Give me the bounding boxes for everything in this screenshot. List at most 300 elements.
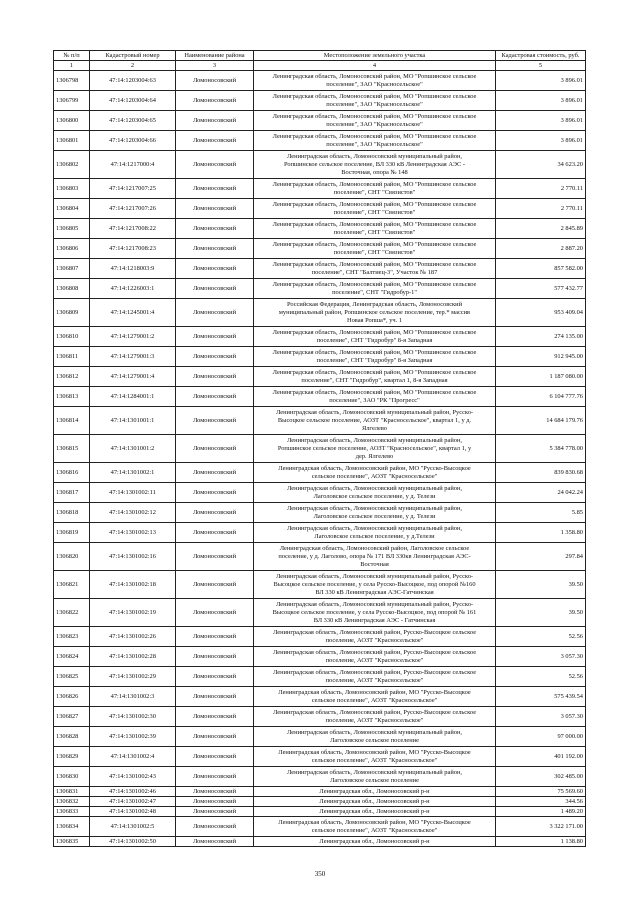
header-location: Местоположение земельного участка [254,51,496,61]
address-line: Лаголовское сельское поселение, у д.Телези [314,532,435,540]
table-row [54,111,586,131]
address-line: поселение, АОЗТ "Красносельское" [325,656,424,664]
address-line: Новая Ропша*, уч. 1 [346,316,403,324]
address-line: Ленинградская область, Ломоносовский муниципальный район, Русско- [275,572,474,580]
cadastral-number: 47:14:1301002:47 [90,797,176,807]
table-row [54,463,586,483]
cadastral-value: 75 569.60 [496,787,586,797]
table-row [54,837,586,847]
table-row [54,483,586,503]
location-address [254,151,496,179]
address-line: поселение", СНТ "Гидробур" 8-я Западная [316,336,433,344]
address-line: Ленинградская область, Ломоносовский район, Русско-Высоцкое сельское [272,628,477,636]
cadastral-value: 3 896.01 [496,111,586,131]
address-line: поселение", ЗАО "Красносельское" [326,120,423,128]
cadastral-value: 34 623.20 [496,151,586,179]
location-address [254,523,496,543]
cadastral-value: 274 135.00 [496,327,586,347]
cadastral-number: 47:14:1301002:48 [90,807,176,817]
address-line: Ялгелево [361,424,388,432]
table-row [54,523,586,543]
district-name: Ломоносовский [176,71,254,91]
district-name: Ломоносовский [176,299,254,327]
address-line: поселение", СНТ "Связистов" [333,228,416,236]
table-row [54,797,586,807]
location-address [254,571,496,599]
district-name: Ломоносовский [176,599,254,627]
district-name: Ломоносовский [176,707,254,727]
table-row [54,327,586,347]
cadastral-number: 47:14:1218003:9 [90,259,176,279]
address-line: Ленинградская область, Ломоносовский район, МО "Ропшинское сельское [272,240,477,248]
address-line: Ленинградская область, Ломоносовский муниципальный район, [287,524,462,532]
row-index: 1306813 [54,387,90,407]
address-line: Восточная [360,560,389,568]
location-address [254,131,496,151]
location-address [254,767,496,787]
district-name: Ломоносовский [176,239,254,259]
table-row [54,571,586,599]
cadastral-number: 47:14:1203004:65 [90,111,176,131]
district-name: Ломоносовский [176,797,254,807]
table-row [54,599,586,627]
district-name: Ломоносовский [176,747,254,767]
address-line: поселение", ЗАО "РК "Прогресс" [329,396,420,404]
cadastral-value: 302 485.00 [496,767,586,787]
row-index: 1306815 [54,435,90,463]
cadastral-value: 2 770.11 [496,199,586,219]
location-address [254,91,496,111]
address-line: Ропшинское сельское поселение, ВЛ 330 кВ Ленинградская АЭС - [284,160,465,168]
cadastral-number: 47:14:1301002:18 [90,571,176,599]
cadastral-number: 47:14:1279001:4 [90,367,176,387]
table-row [54,299,586,327]
address-line: муниципальный район, Ропшинское сельское поселение, тер.* массив [278,308,471,316]
location-address [254,367,496,387]
cadastral-number: 47:14:1203004:63 [90,71,176,91]
address-line: поселение", СНТ "Гидробур-1" [332,288,417,296]
address-line: Ленинградская обл., Ломоносовский р-н [319,807,430,815]
location-address [254,837,496,847]
district-name: Ломоносовский [176,647,254,667]
cadastral-number: 47:14:1301002:3 [90,687,176,707]
location-address [254,259,496,279]
row-index: 1306805 [54,219,90,239]
table-row [54,91,586,111]
district-name: Ломоносовский [176,179,254,199]
cadastral-number: 47:14:1245001:4 [90,299,176,327]
cadastral-value: 3 322 171.00 [496,817,586,837]
cadastral-value: 1 358.80 [496,523,586,543]
table-row [54,199,586,219]
location-address [254,817,496,837]
row-index: 1306823 [54,627,90,647]
district-name: Ломоносовский [176,627,254,647]
row-index: 1306834 [54,817,90,837]
location-address [254,407,496,435]
address-line: Ленинградская область, Ломоносовский муниципальный район, [287,436,462,444]
cadastral-number: 47:14:1301002:12 [90,503,176,523]
cadastral-value: 2 770.11 [496,179,586,199]
address-line: Ленинградская область, Ломоносовский муниципальный район, Русско- [275,600,474,608]
address-line: Ленинградская обл., Ломоносовский р-н [319,787,430,795]
address-line: ВЛ 330 кВ Ленинградская АЭС - Гатчинская [313,616,436,624]
cadastral-value: 839 830.68 [496,463,586,483]
cadastral-value: 14 684 179.76 [496,407,586,435]
row-index: 1306810 [54,327,90,347]
cadastral-value: 1 138.80 [496,837,586,847]
cadastral-value: 3 896.01 [496,91,586,111]
row-index: 1306807 [54,259,90,279]
cadastral-value: 3 057.30 [496,647,586,667]
cadastral-number: 47:14:1301001:2 [90,435,176,463]
cadastral-number: 47:14:1279001:3 [90,347,176,367]
row-index: 1306814 [54,407,90,435]
cadastral-value: 97 000.00 [496,727,586,747]
header-number: 4 [254,61,496,71]
row-index: 1306829 [54,747,90,767]
row-index: 1306819 [54,523,90,543]
row-index: 1306827 [54,707,90,727]
district-name: Ломоносовский [176,111,254,131]
location-address [254,219,496,239]
address-line: сельское поселение", АОЗТ "Красносельское" [311,696,438,704]
location-address [254,199,496,219]
row-index: 1306802 [54,151,90,179]
cadastral-value: 3 896.01 [496,71,586,91]
cadastral-value: 401 192.00 [496,747,586,767]
address-line: поселение, АОЗТ "Красносельское" [325,676,424,684]
address-line: поселение, у д. Лаголово, опора № 171 ВЛ 330кв Ленинградская АЭС- [278,552,471,560]
district-name: Ломоносовский [176,347,254,367]
row-index: 1306833 [54,807,90,817]
table-row [54,151,586,179]
cadastral-number: 47:14:1217008:23 [90,239,176,259]
row-index: 1306825 [54,667,90,687]
address-line: Ленинградская область, Ломоносовский район, МО "Ропшинское сельское [272,328,477,336]
row-index: 1306798 [54,71,90,91]
cadastral-value: 344.56 [496,797,586,807]
row-index: 1306817 [54,483,90,503]
address-line: поселение, АОЗТ "Красносельское" [325,636,424,644]
cadastral-value: 2 845.89 [496,219,586,239]
address-line: Ленинградская область, Ломоносовский район, Русско-Высоцкое сельское [272,648,477,656]
row-index: 1306830 [54,767,90,787]
cadastral-number: 47:14:1301002:43 [90,767,176,787]
address-line: Ропшинское сельское поселение, АОЗТ "Красносельское", квартал 1, у [277,444,472,452]
cadastral-number: 47:14:1217008:22 [90,219,176,239]
cadastral-number: 47:14:1301002:19 [90,599,176,627]
address-line: Ленинградская область, Ломоносовский муниципальный район, Русско- [275,408,474,416]
district-name: Ломоносовский [176,767,254,787]
table-row [54,259,586,279]
row-index: 1306808 [54,279,90,299]
row-index: 1306818 [54,503,90,523]
location-address [254,483,496,503]
district-name: Ломоносовский [176,503,254,523]
table-row [54,767,586,787]
table-row [54,647,586,667]
address-line: Ленинградская область, Ломоносовский муниципальный район, [287,484,462,492]
table-row [54,543,586,571]
address-line: Ленинградская область, Ломоносовский муниципальный район, [287,152,462,160]
address-line: Ленинградская область, Ломоносовский район, МО "Ропшинское сельское [272,348,477,356]
address-line: Высоцкое сельское поселение, АОЗТ "Красносельское", квартал 1, у д. [277,416,472,424]
address-line: Ленинградская область, Ломоносовский район, Лаголовское сельское [279,544,470,552]
location-address [254,667,496,687]
address-line: Ленинградская область, Ломоносовский район, МО "Ропшинское сельское [272,388,477,396]
address-line: Ленинградская область, Ломоносовский район, Русско-Высоцкое сельское [272,708,477,716]
cadastral-value: 575 439.54 [496,687,586,707]
row-index: 1306800 [54,111,90,131]
table-row [54,727,586,747]
address-line: Ленинградская область, Ломоносовский район, МО "Русско-Высоцкое [278,688,471,696]
location-address [254,687,496,707]
district-name: Ломоносовский [176,199,254,219]
cadastral-number: 47:14:1217000:4 [90,151,176,179]
cadastral-number: 47:14:1301002:50 [90,837,176,847]
location-address [254,787,496,797]
row-index: 1306820 [54,543,90,571]
address-line: Ленинградская область, Ломоносовский район, МО "Ропшинское сельское [272,260,477,268]
address-line: сельское поселение", АОЗТ "Красносельское" [311,472,438,480]
cadastral-value: 52.56 [496,627,586,647]
header-number: 2 [90,61,176,71]
location-address [254,647,496,667]
cadastral-number: 47:14:1217007:26 [90,199,176,219]
cadastral-value: 24 042.24 [496,483,586,503]
location-address [254,327,496,347]
address-line: поселение", ЗАО "Красносельское" [326,100,423,108]
table-row [54,687,586,707]
address-line: Восточная, опора № 148 [341,168,408,176]
cadastral-number: 47:14:1301002:11 [90,483,176,503]
table-header [54,51,586,71]
address-line: ВЛ 330 кВ Ленинградская АЭС-Гатчинская [315,588,434,596]
address-line: Ленинградская область, Ломоносовский муниципальный район, [287,504,462,512]
address-line: Ленинградская область, Ломоносовский район, МО "Ропшинское сельское [272,200,477,208]
location-address [254,71,496,91]
row-index: 1306828 [54,727,90,747]
row-index: 1306826 [54,687,90,707]
table-row [54,435,586,463]
row-index: 1306809 [54,299,90,327]
table-row [54,817,586,837]
header-cadastral-value: Кадастровая стоимость, руб. [496,51,586,61]
document-page [53,50,585,847]
table-body [54,71,586,847]
district-name: Ломоносовский [176,687,254,707]
cadastral-value: 857 582.00 [496,259,586,279]
location-address [254,279,496,299]
location-address [254,111,496,131]
district-name: Ломоносовский [176,151,254,179]
cadastral-number: 47:14:1301002:46 [90,787,176,797]
district-name: Ломоносовский [176,259,254,279]
header-index: № п/п [54,51,90,61]
address-line: Ленинградская область, Ломоносовский район, МО "Ропшинское сельское [272,132,477,140]
location-address [254,239,496,259]
location-address [254,747,496,767]
address-line: поселение", СНТ "Связистов" [333,248,416,256]
table-row [54,279,586,299]
address-line: поселение", СНТ "Балтиец-3", Участок № 187 [311,268,438,276]
table-row [54,807,586,817]
cadastral-number: 47:14:1301002:5 [90,817,176,837]
cadastral-value: 2 887.20 [496,239,586,259]
district-name: Ломоносовский [176,91,254,111]
address-line: Ленинградская область, Ломоносовский район, МО "Ропшинское сельское [272,72,477,80]
cadastral-number: 47:14:1203004:66 [90,131,176,151]
row-index: 1306804 [54,199,90,219]
row-index: 1306832 [54,797,90,807]
address-line: Ленинградская область, Ломоносовский район, МО "Ропшинское сельское [272,220,477,228]
row-index: 1306811 [54,347,90,367]
district-name: Ломоносовский [176,219,254,239]
cadastral-number: 47:14:1301002:1 [90,463,176,483]
row-index: 1306806 [54,239,90,259]
district-name: Ломоносовский [176,807,254,817]
address-line: Ленинградская область, Ломоносовский район, МО "Ропшинское сельское [272,92,477,100]
row-index: 1306803 [54,179,90,199]
table-row [54,407,586,435]
address-line: Ленинградская область, Ломоносовский муниципальный район, [287,768,462,776]
row-index: 1306835 [54,837,90,847]
district-name: Ломоносовский [176,131,254,151]
address-line: сельское поселение", АОЗТ "Красносельское" [311,756,438,764]
address-line: Ленинградская обл., Ломоносовский р-н [319,797,430,805]
district-name: Ломоносовский [176,523,254,543]
cadastral-number: 47:14:1301002:26 [90,627,176,647]
address-line: Ленинградская обл., Ломоносовский р-н [319,837,430,845]
table-row [54,747,586,767]
address-line: Высоцкое сельское поселение, у села Русско-Высоцкое, под опорой №160 [273,580,476,588]
cadastral-value: 39.50 [496,599,586,627]
address-line: Ленинградская область, Ломоносовский муниципальный район, [287,728,462,736]
cadastral-value: 52.56 [496,667,586,687]
location-address [254,543,496,571]
cadastral-number: 47:14:1284001:1 [90,387,176,407]
cadastral-value: 5 384 778.00 [496,435,586,463]
location-address [254,807,496,817]
cadastral-value: 5.85 [496,503,586,523]
table-row [54,627,586,647]
district-name: Ломоносовский [176,727,254,747]
row-index: 1306822 [54,599,90,627]
address-line: Лаголовское сельское поселение, у д. Телези [313,492,436,500]
cadastral-number: 47:14:1301001:1 [90,407,176,435]
table-row [54,219,586,239]
row-index: 1306799 [54,91,90,111]
location-address [254,463,496,483]
cadastral-number: 47:14:1301002:28 [90,647,176,667]
address-line: Ленинградская область, Ломоносовский район, МО "Ропшинское сельское [272,180,477,188]
cadastral-number: 47:14:1226003:1 [90,279,176,299]
district-name: Ломоносовский [176,279,254,299]
cadastral-number: 47:14:1301002:39 [90,727,176,747]
cadastral-value: 3 896.01 [496,131,586,151]
cadastral-value: 297.84 [496,543,586,571]
address-line: Ленинградская область, Ломоносовский район, МО "Ропшинское сельское [272,280,477,288]
address-line: Лаголовское сельское поселение, у д. Телези [313,512,436,520]
address-line: дер. Ялгелево [355,452,394,460]
header-number-row [54,61,586,71]
table-row [54,239,586,259]
district-name: Ломоносовский [176,387,254,407]
cadastral-number: 47:14:1301002:30 [90,707,176,727]
cadastral-number: 47:14:1279001:2 [90,327,176,347]
header-cadastral-number: Кадастровый номер [90,51,176,61]
location-address [254,599,496,627]
address-line: поселение", ЗАО "Красносельское" [326,140,423,148]
address-line: Лаголовское сельское поселение [330,736,419,744]
location-address [254,435,496,463]
location-address [254,627,496,647]
cadastral-number: 47:14:1203004:64 [90,91,176,111]
cadastral-value: 6 104 777.76 [496,387,586,407]
cadastral-number: 47:14:1301002:4 [90,747,176,767]
cadastral-value: 1 489.20 [496,807,586,817]
district-name: Ломоносовский [176,367,254,387]
row-index: 1306801 [54,131,90,151]
location-address [254,797,496,807]
row-index: 1306824 [54,647,90,667]
address-line: сельское поселение", АОЗТ "Красносельское" [311,826,438,834]
cadastral-value: 1 187 080.00 [496,367,586,387]
table-row [54,131,586,151]
address-line: Ленинградская область, Ломоносовский район, МО "Ропшинское сельское [272,112,477,120]
cadastral-value: 577 432.77 [496,279,586,299]
district-name: Ломоносовский [176,407,254,435]
address-line: Ленинградская область, Ломоносовский район, Русско-Высоцкое сельское [272,668,477,676]
district-name: Ломоносовский [176,463,254,483]
cadastral-value-table [53,50,586,847]
row-index: 1306816 [54,463,90,483]
header-number: 3 [176,61,254,71]
address-line: Ленинградская область, Ломоносовский район, МО "Русско-Высоцкое [278,464,471,472]
cadastral-value: 953 409.04 [496,299,586,327]
table-row [54,787,586,797]
address-line: поселение", СНТ "Гидробур", квартал 1, 8-я Западная [301,376,448,384]
table-row [54,71,586,91]
address-line: Ленинградская область, Ломоносовский район, МО "Ропшинское сельское [272,368,477,376]
table-row [54,367,586,387]
row-index: 1306821 [54,571,90,599]
district-name: Ломоносовский [176,543,254,571]
header-number: 5 [496,61,586,71]
address-line: поселение, АОЗТ "Красносельское" [325,716,424,724]
district-name: Ломоносовский [176,817,254,837]
district-name: Ломоносовский [176,483,254,503]
address-line: поселение", СНТ "Гидробур" 8-я Западная [316,356,433,364]
district-name: Ломоносовский [176,327,254,347]
district-name: Ломоносовский [176,837,254,847]
table-row [54,667,586,687]
address-line: Лаголовское сельское поселение [330,776,419,784]
table-row [54,503,586,523]
table-row [54,347,586,367]
address-line: поселение", СНТ "Связистов" [333,208,416,216]
cadastral-number: 47:14:1301002:29 [90,667,176,687]
table-row [54,707,586,727]
location-address [254,387,496,407]
location-address [254,727,496,747]
district-name: Ломоносовский [176,435,254,463]
address-line: поселение", СНТ "Связистов" [333,188,416,196]
cadastral-number: 47:14:1301002:16 [90,543,176,571]
location-address [254,179,496,199]
row-index: 1306812 [54,367,90,387]
